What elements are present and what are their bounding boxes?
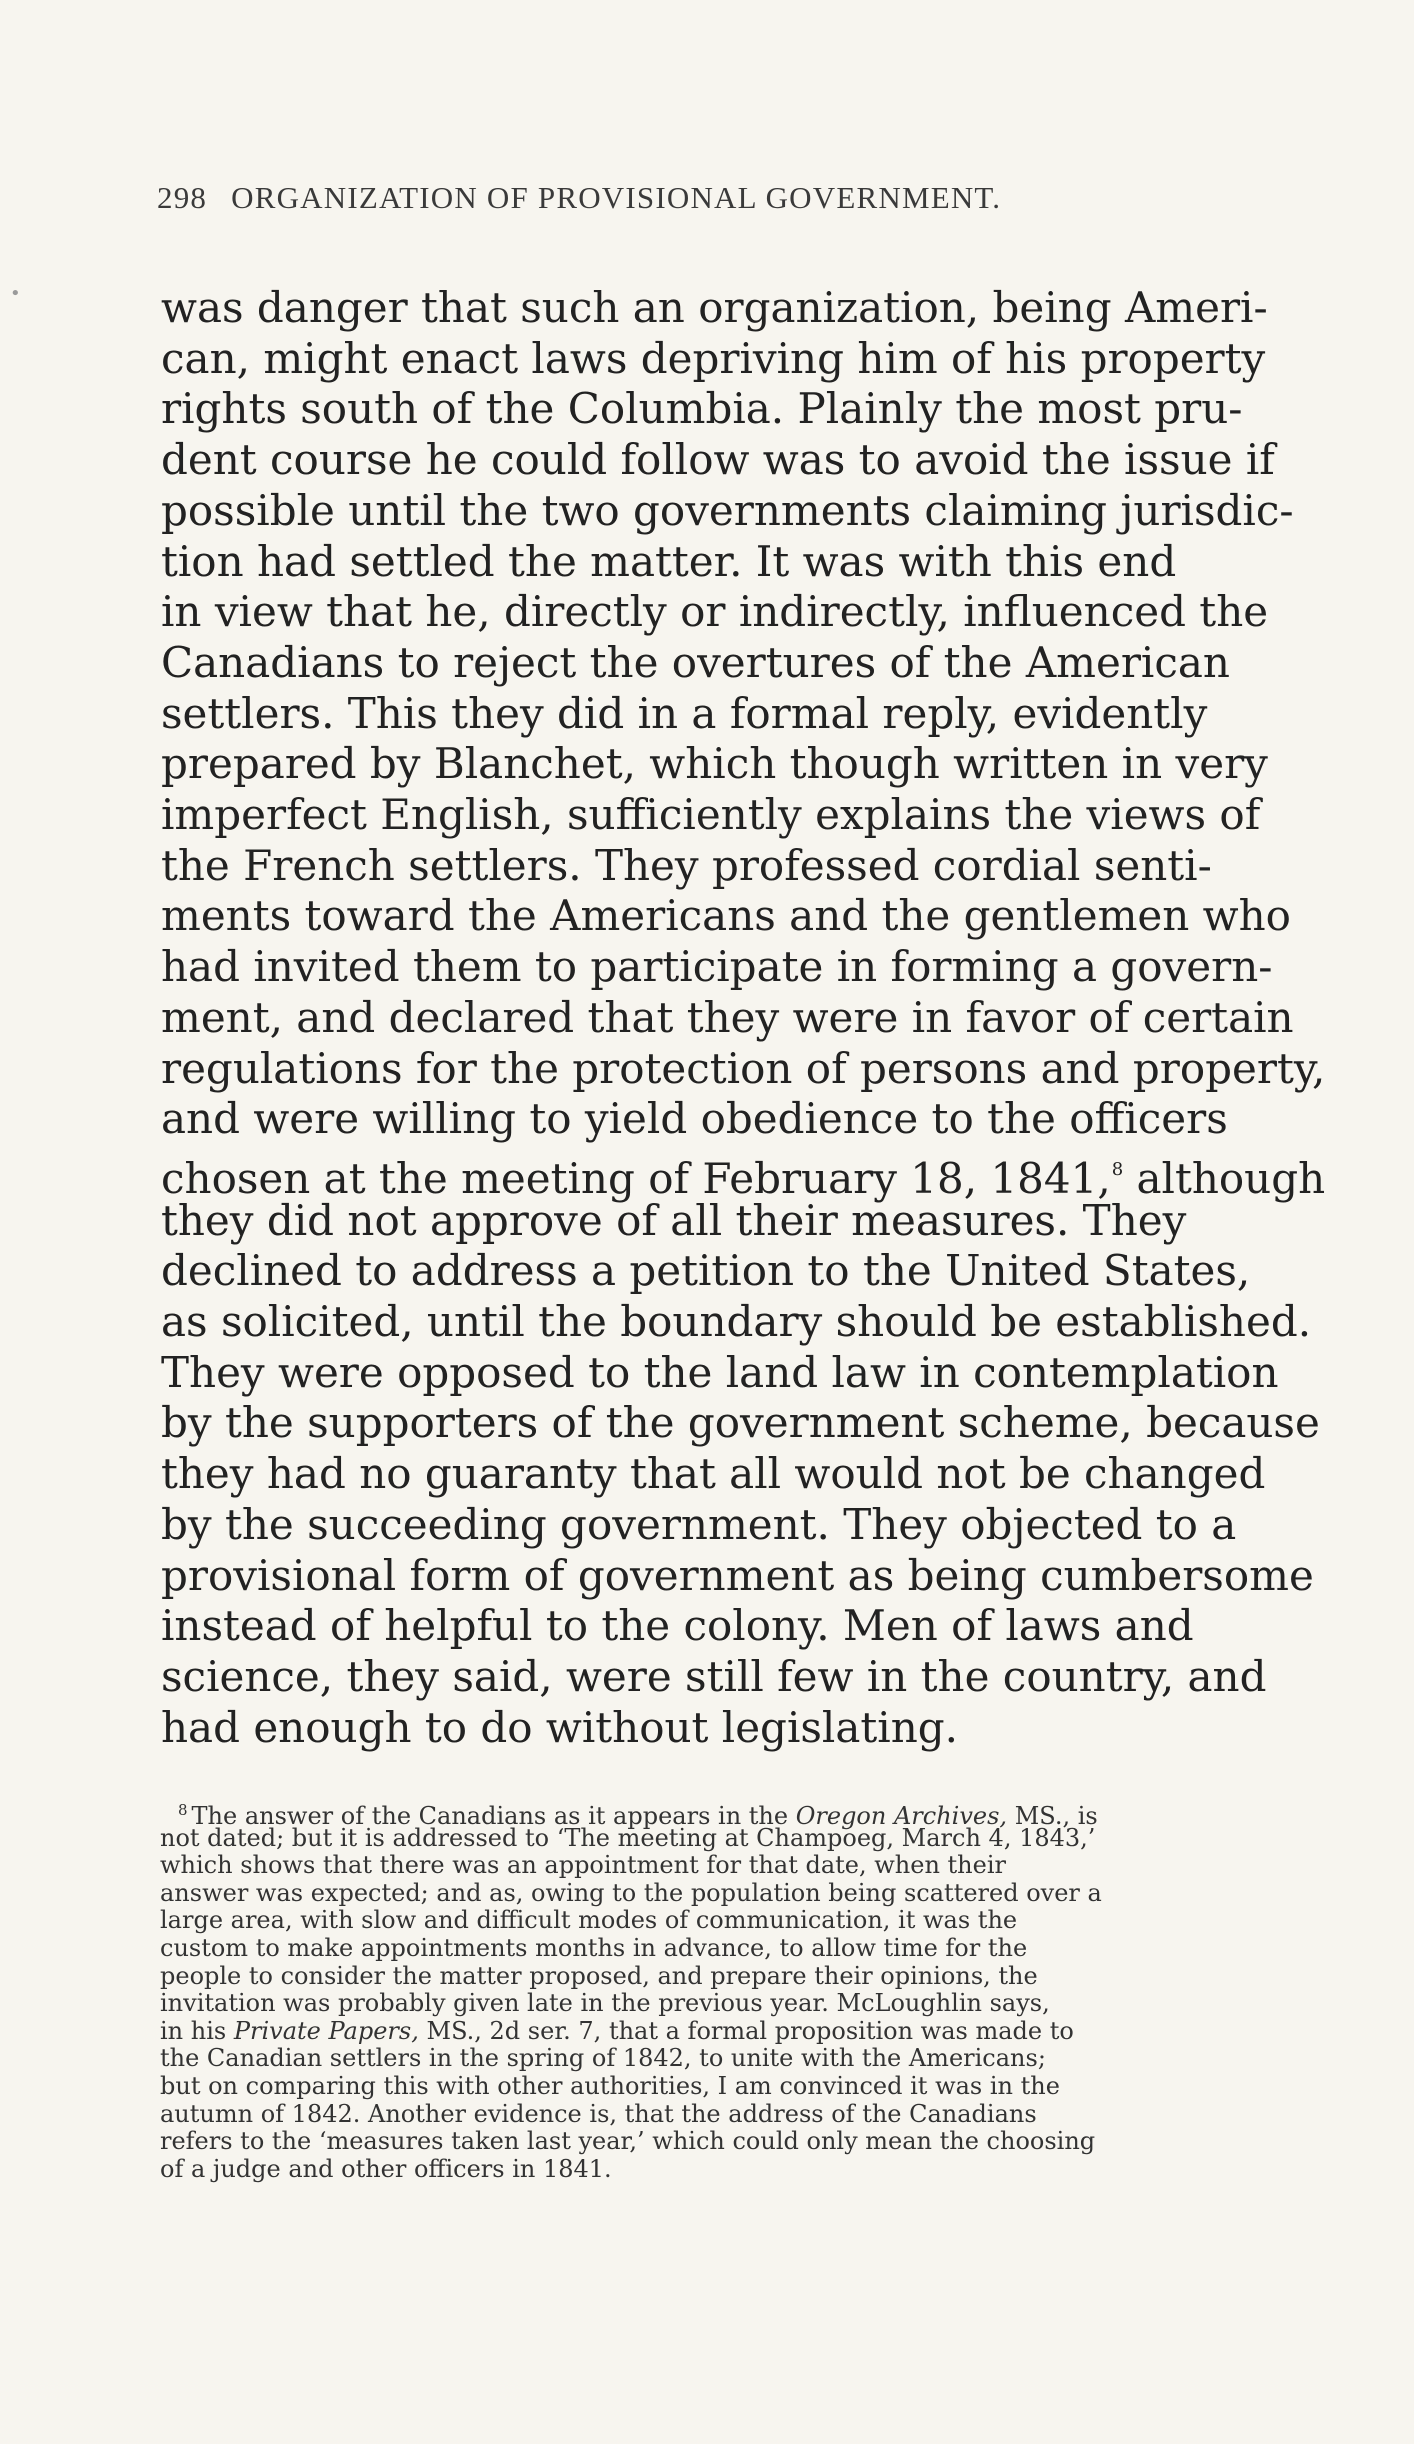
body-line: rights south of the Columbia. Plainly the most pru-	[161, 384, 1243, 434]
footnote-line	[160, 2017, 1074, 2045]
body-line: and were willing to yield obedience to the officers	[161, 1094, 1228, 1144]
footnote-line	[160, 1906, 1017, 1934]
body-line: had enough to do without legislating.	[161, 1702, 958, 1752]
footnote-line	[160, 2155, 612, 2183]
footnote-text: The answer of the Canadians as it appears in the	[191, 1802, 796, 1830]
footnote-line	[160, 2127, 1095, 2155]
body-line: declined to address a petition to the United States,	[161, 1246, 1251, 1296]
body-line: ments toward the Americans and the gentlemen who	[161, 891, 1291, 941]
footnote-text: people to consider the matter proposed, and prepare their opinions, the	[160, 1961, 1038, 1990]
footnote-text: custom to make appointments months in advance, to allow time for the	[160, 1934, 1028, 1962]
body-line: in view that he, directly or indirectly, influenced the	[161, 587, 1269, 637]
body-line: tion had settled the matter. It was with this end	[161, 536, 1177, 586]
footnote-text: answer was expected; and as, owing to the population being scattered over a	[160, 1878, 1102, 1907]
body-line: by the succeeding government. They objected to a	[161, 1499, 1237, 1549]
body-line: can, might enact laws depriving him of his property	[161, 333, 1266, 383]
body-line: imperfect English, sufficiently explains the views of	[161, 790, 1261, 839]
footnote-line	[160, 2072, 1060, 2100]
footnote-text: large area, with slow and difficult modes of communication, it was the	[160, 1906, 1018, 1935]
footnote-line	[160, 1879, 1102, 1907]
footnote-text: in his	[160, 2016, 234, 2045]
footnote-text: autumn of 1842. Another evidence is, that the address of the Canadians	[160, 2099, 1037, 2128]
body-line: They were opposed to the land law in contemplation	[161, 1347, 1279, 1397]
body-line: ment, and declared that they were in favor of certain	[161, 992, 1294, 1042]
body-line: regulations for the protection of persons and property,	[161, 1043, 1326, 1093]
footnote-text: invitation was probably given late in the previous year. McLoughlin says,	[160, 1989, 1050, 2018]
body-line: instead of helpful to the colony. Men of laws and	[161, 1601, 1194, 1651]
footnote-text: the Canadian settlers in the spring of 1842, to unite with the Americans;	[160, 2044, 1046, 2073]
page-number: 298	[157, 180, 208, 215]
footnote-text: refers to the ‘measures taken last year,’ which could only mean the choosing	[160, 2127, 1096, 2156]
body-line: dent course he could follow was to avoid the issue if	[161, 435, 1275, 485]
body-line: they did not approve of all their measures. They	[161, 1195, 1187, 1245]
footnote-line	[160, 1851, 1006, 1879]
body-line: the French settlers. They professed cordial senti-	[161, 840, 1212, 890]
footnote-reference[interactable]: 8	[1111, 1158, 1124, 1180]
body-line: possible until the two governments claiming jurisdic-	[161, 485, 1294, 535]
footnote-citation-italic: Private Papers,	[233, 2016, 419, 2045]
body-line-text: chosen at the meeting of February 18, 1841,	[161, 1153, 1111, 1203]
running-title: ORGANIZATION OF PROVISIONAL GOVERNMENT.	[231, 180, 1002, 215]
body-line-text: although	[1123, 1153, 1326, 1203]
footnote-line	[160, 2044, 1046, 2072]
body-line: by the supporters of the government scheme, because	[161, 1398, 1320, 1448]
footnote-citation-italic: Oregon Archives,	[795, 1802, 1008, 1830]
body-line: had invited them to participate in forming a govern-	[161, 942, 1273, 992]
footnote-line	[160, 1989, 1050, 2017]
body-line: Canadians to reject the overtures of the American	[161, 637, 1230, 687]
footnote-text: MS., is	[1007, 1802, 1098, 1830]
footnote-line	[160, 1934, 1027, 1962]
running-header	[157, 180, 1207, 216]
body-line: they had no guaranty that all would not be changed	[161, 1449, 1266, 1499]
footnote-text: which shows that there was an appointment for that date, when their	[160, 1851, 1006, 1880]
body-line: as solicited, until the boundary should be established.	[161, 1297, 1312, 1346]
body-line: settlers. This they did in a formal reply, evidently	[161, 688, 1208, 738]
footnote-line	[160, 1824, 1095, 1852]
body-line: science, they said, were still few in the country, and	[161, 1651, 1267, 1701]
footnote-text: not dated; but it is addressed to ‘The meeting at Champoeg, March 4, 1843,’	[160, 1823, 1096, 1852]
margin-dot-mark: •	[10, 283, 21, 304]
footnote-text: MS., 2d ser. 7, that a formal proposition was made to	[418, 2016, 1074, 2045]
footnote-text: of a judge and other officers in 1841.	[160, 2154, 612, 2183]
body-line: provisional form of government as being cumbersome	[161, 1550, 1314, 1600]
footnote-text: but on comparing this with other authorities, I am convinced it was in the	[160, 2072, 1060, 2100]
body-line: prepared by Blanchet, which though written in very	[161, 739, 1268, 789]
body-line: was danger that such an organization, being Ameri-	[161, 283, 1268, 332]
footnote-line	[160, 1962, 1038, 1990]
footnote-mark: 8	[178, 1801, 188, 1819]
footnote-line	[160, 2100, 1037, 2128]
